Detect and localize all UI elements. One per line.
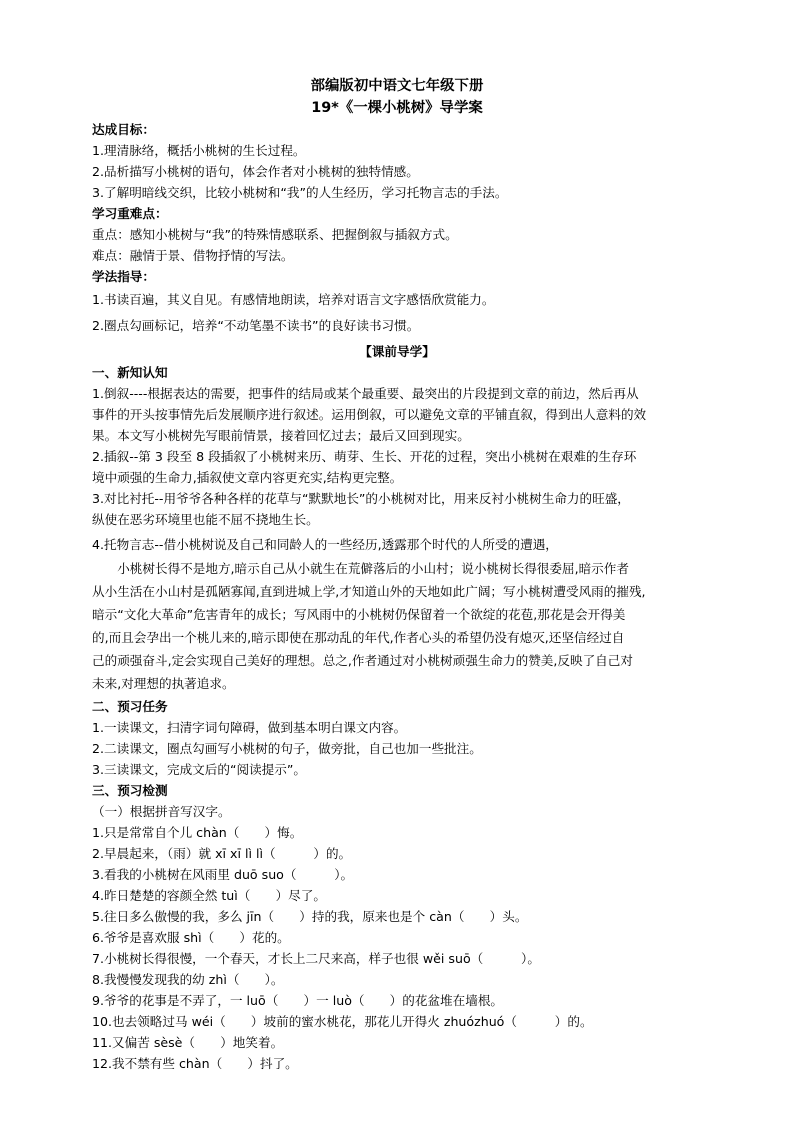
section-heading-preview-test: 三、预习检测 [92, 783, 168, 798]
paragraph-line: 2.插叙--第 3 段至 8 段插叙了小桃树来历、萌芽、生长、开花的过程，突出小桃树在艰难的生存环 [92, 449, 637, 464]
goal-item: 2.品析描写小桃树的语句，体会作者对小桃树的独特情感。 [92, 164, 419, 179]
exercise-heading: （一）根据拼音写汉字。 [92, 804, 231, 819]
paragraph-line: 的,而且会孕出一个桃儿来的,暗示即使在那动乱的年代,作者心头的希望仍没有熄灭,还坚信经过自 [92, 630, 625, 645]
section-heading-method: 学法指导： [92, 269, 155, 284]
paragraph-line: 果。本文写小桃树先写眼前情景，接着回忆过去；最后又回到现实。 [92, 428, 470, 443]
exercise-item: 7.小桃树长得很慢，一个春天，才长上二尺来高，样子也很 wěi suō（ ）。 [92, 951, 540, 966]
exercise-item: 9.爷爷的花事是不弄了，一 luō（ ）一 luò（ ）的花盆堆在墙根。 [92, 993, 504, 1008]
goal-item: 3.了解明暗线交织，比较小桃树和“我”的人生经历，学习托物言志的手法。 [92, 185, 508, 200]
exercise-item: 2.早晨起来，（雨）就 xī xī lì lì（ ）的。 [92, 846, 352, 861]
paragraph-line: 小桃树长得不是地方,暗示自己从小就生在荒僻落后的小山村；说小桃树长得很委屈,暗示作者 [92, 561, 629, 576]
exercise-item: 4.昨日楚楚的容颜全然 tuì（ ）尽了。 [92, 888, 326, 903]
document-title: 部编版初中语文七年级下册 [310, 78, 484, 94]
task-item: 3.三读课文，完成文后的“阅读提示”。 [92, 762, 306, 777]
paragraph-line: 境中顽强的生命力,插叙使文章内容更充实,结构更完整。 [92, 470, 403, 485]
paragraph-line: 纵使在恶劣环境里也能不屈不挠地生长。 [92, 512, 319, 527]
section-heading-preview-tasks: 二、预习任务 [92, 699, 168, 714]
paragraph-line: 4.托物言志--借小桃树说及自己和同龄人的一些经历,透露那个时代的人所受的遭遇， [92, 537, 558, 552]
paragraph-line: 事件的开头按事情先后发展顺序进行叙述。运用倒叙，可以避免文章的平铺直叙，得到出人意料的效 [92, 407, 647, 422]
method-item: 2.圈点勾画标记，培养“不动笔墨不读书”的良好读书习惯。 [92, 318, 420, 333]
section-heading-new-knowledge: 一、新知认知 [92, 365, 168, 380]
section-banner-preview: 【课前导学】 [359, 344, 435, 359]
exercise-item: 10.也去领略过马 wéi（ ）坡前的蜜水桃花，那花儿开得火 zhuózhuó（ ）的。 [92, 1014, 593, 1029]
exercise-item: 3.看我的小桃树在风雨里 duō suo（ ）。 [92, 867, 354, 882]
section-heading-goals: 达成目标： [92, 122, 155, 137]
task-item: 2.二读课文，圈点勾画写小桃树的句子，做旁批，自己也加一些批注。 [92, 741, 482, 756]
task-item: 1.一读课文，扫清字词句障碍，做到基本明白课文内容。 [92, 720, 407, 735]
key-point: 重点：感知小桃树与“我”的特殊情感联系、把握倒叙与插叙方式。 [92, 227, 458, 242]
paragraph-line: 3.对比衬托--用爷爷各种各样的花草与“默默地长”的小桃树对比，用来反衬小桃树生命力的旺盛， [92, 491, 630, 506]
document-subtitle: 19*《一棵小桃树》导学案 [311, 100, 483, 116]
paragraph-line: 1.倒叙----根据表达的需要，把事件的结局或某个最重要、最突出的片段提到文章的前边，然后再从 [92, 386, 639, 401]
paragraph-line: 未来,对理想的执著追求。 [92, 676, 235, 691]
difficult-point: 难点：融情于景、借物抒情的写法。 [92, 248, 294, 263]
paragraph-line: 从小生活在小山村是孤陋寡闻,直到进城上学,才知道山外的天地如此广阔；写小桃树遭受风雨的摧残, [92, 584, 646, 599]
method-item: 1.书读百遍，其义自见。有感情地朗读，培养对语言文字感悟欣赏能力。 [92, 292, 495, 307]
exercise-item: 6.爷爷是喜欢服 shì（ ）花的。 [92, 930, 290, 945]
exercise-item: 1.只是常常自个儿 chàn（ ）悔。 [92, 825, 303, 840]
exercise-item: 11.又偏苦 sèsè（ ）地笑着。 [92, 1035, 284, 1050]
exercise-item: 12.我不禁有些 chàn（ ）抖了。 [92, 1056, 298, 1071]
section-heading-key-points: 学习重难点： [92, 206, 168, 221]
exercise-item: 5.往日多么傲慢的我，多么 jīn（ ）持的我，原来也是个 càn（ ）头。 [92, 909, 528, 924]
goal-item: 1.理清脉络，概括小桃树的生长过程。 [92, 143, 306, 158]
paragraph-line: 己的顽强奋斗,定会实现自己美好的理想。总之,作者通过对小桃树顽强生命力的赞美,反映了自己对 [92, 653, 633, 668]
exercise-item: 8.我慢慢发现我的幼 zhì（ ）。 [92, 972, 284, 987]
paragraph-line: 暗示“文化大革命”危害青年的成长；写风雨中的小桃树仍保留着一个欲绽的花苞,那花是会开得美 [92, 607, 626, 622]
